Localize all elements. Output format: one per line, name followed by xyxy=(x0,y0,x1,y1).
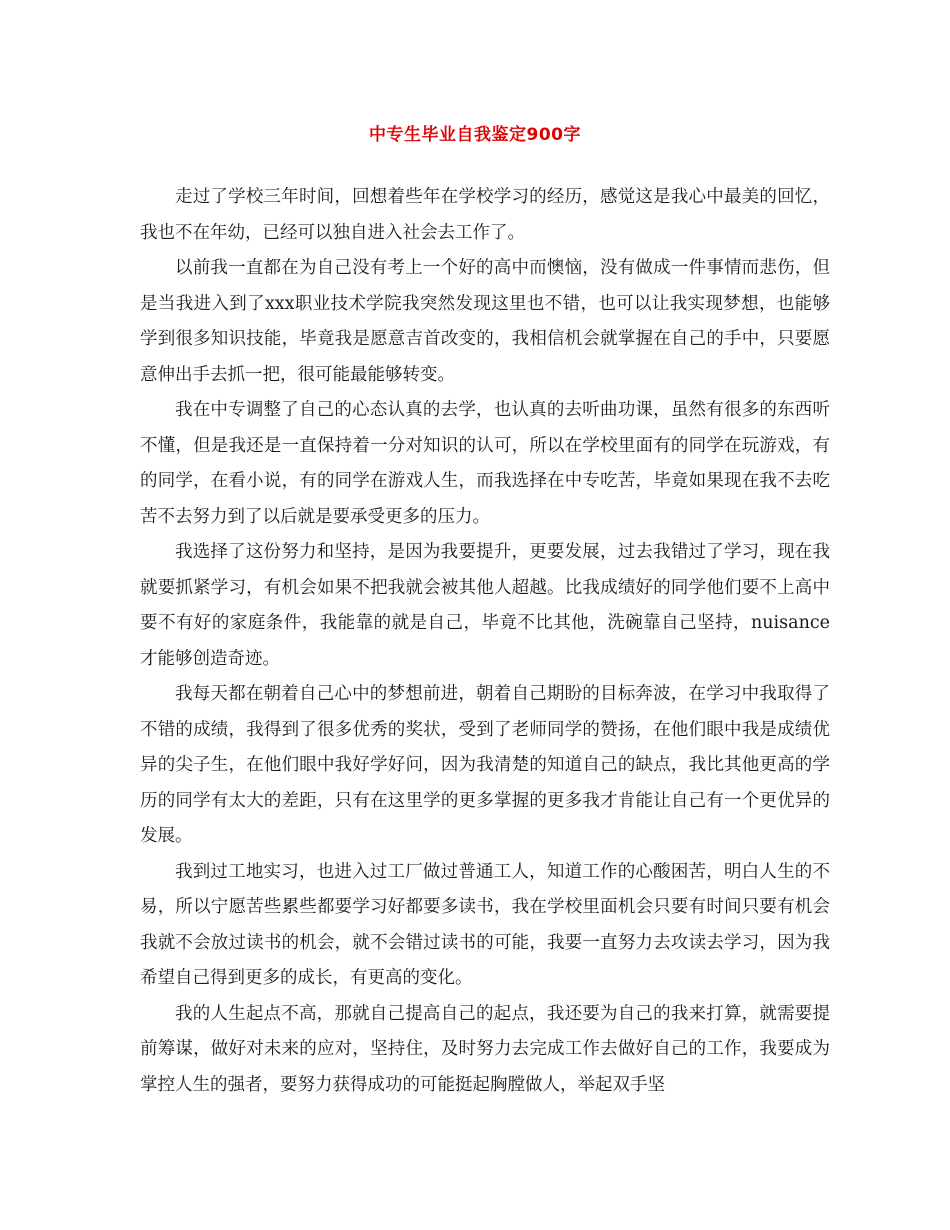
paragraph-5: 我每天都在朝着自己心中的梦想前进，朝着自己期盼的目标奔波，在学习中我取得了不错的成绩，我得到了很多优秀的奖状，受到了老师同学的赞扬，在他们眼中我是成绩优异的尖子生，在他们眼中我好学好问，因为我清楚的知道自己的缺点，我比其他更高的学历的同学有太大的差距，只有在这里学的更多掌握的更多我才肯能让自己有一个更优异的发展。 xyxy=(140,684,830,846)
paragraph-3: 我在中专调整了自己的心态认真的去学，也认真的去听曲功课，虽然有很多的东西听不懂，但是我还是一直保持着一分对知识的认可，所以在学校里面有的同学在玩游戏，有的同学，在看小说，有的同学在游戏人生，而我选择在中专吃苦，毕竟如果现在我不去吃苦不去努力到了以后就是要承受更多的压力。 xyxy=(140,400,830,527)
paragraph-2: 以前我一直都在为自己没有考上一个好的高中而懊恼，没有做成一件事情而悲伤，但是当我进入到了xxx职业技术学院我突然发现这里也不错，也可以让我实现梦想，也能够学到很多知识技能，毕竟我是愿意吉首改变的，我相信机会就掌握在自己的手中，只要愿意伸出手去抓一把，很可能最能够转变。 xyxy=(140,258,830,385)
document-body xyxy=(140,180,830,1103)
paragraph-4: 我选择了这份努力和坚持，是因为我要提升，更要发展，过去我错过了学习，现在我就要抓紧学习，有机会如果不把我就会被其他人超越。比我成绩好的同学他们要不上高中要不有好的家庭条件，我能靠的就是自己，毕竟不比其他，洗碗靠自己坚持，nuisance才能够创造奇迹。 xyxy=(140,542,830,669)
paragraph-7: 我的人生起点不高，那就自己提高自己的起点，我还要为自己的我来打算，就需要提前筹谋，做好对未来的应对，坚持住，及时努力去完成工作去做好自己的工作，我要成为掌控人生的强者，要努力获得成功的可能挺起胸膛做人，举起双手坚 xyxy=(140,1003,830,1095)
paragraph-6: 我到过工地实习，也进入过工厂做过普通工人，知道工作的心酸困苦，明白人生的不易，所以宁愿苦些累些都要学习好都要多读书，我在学校里面机会只要有时间只要有机会我就不会放过读书的机会，就不会错过读书的可能，我要一直努力去攻读去学习，因为我希望自己得到更多的成长，有更高的变化。 xyxy=(140,861,830,988)
document-title: 中专生毕业自我鉴定900字 xyxy=(369,125,581,145)
paragraph-1: 走过了学校三年时间，回想着些年在学校学习的经历，感觉这是我心中最美的回忆，我也不在年幼，已经可以独自进入社会去工作了。 xyxy=(140,187,830,243)
